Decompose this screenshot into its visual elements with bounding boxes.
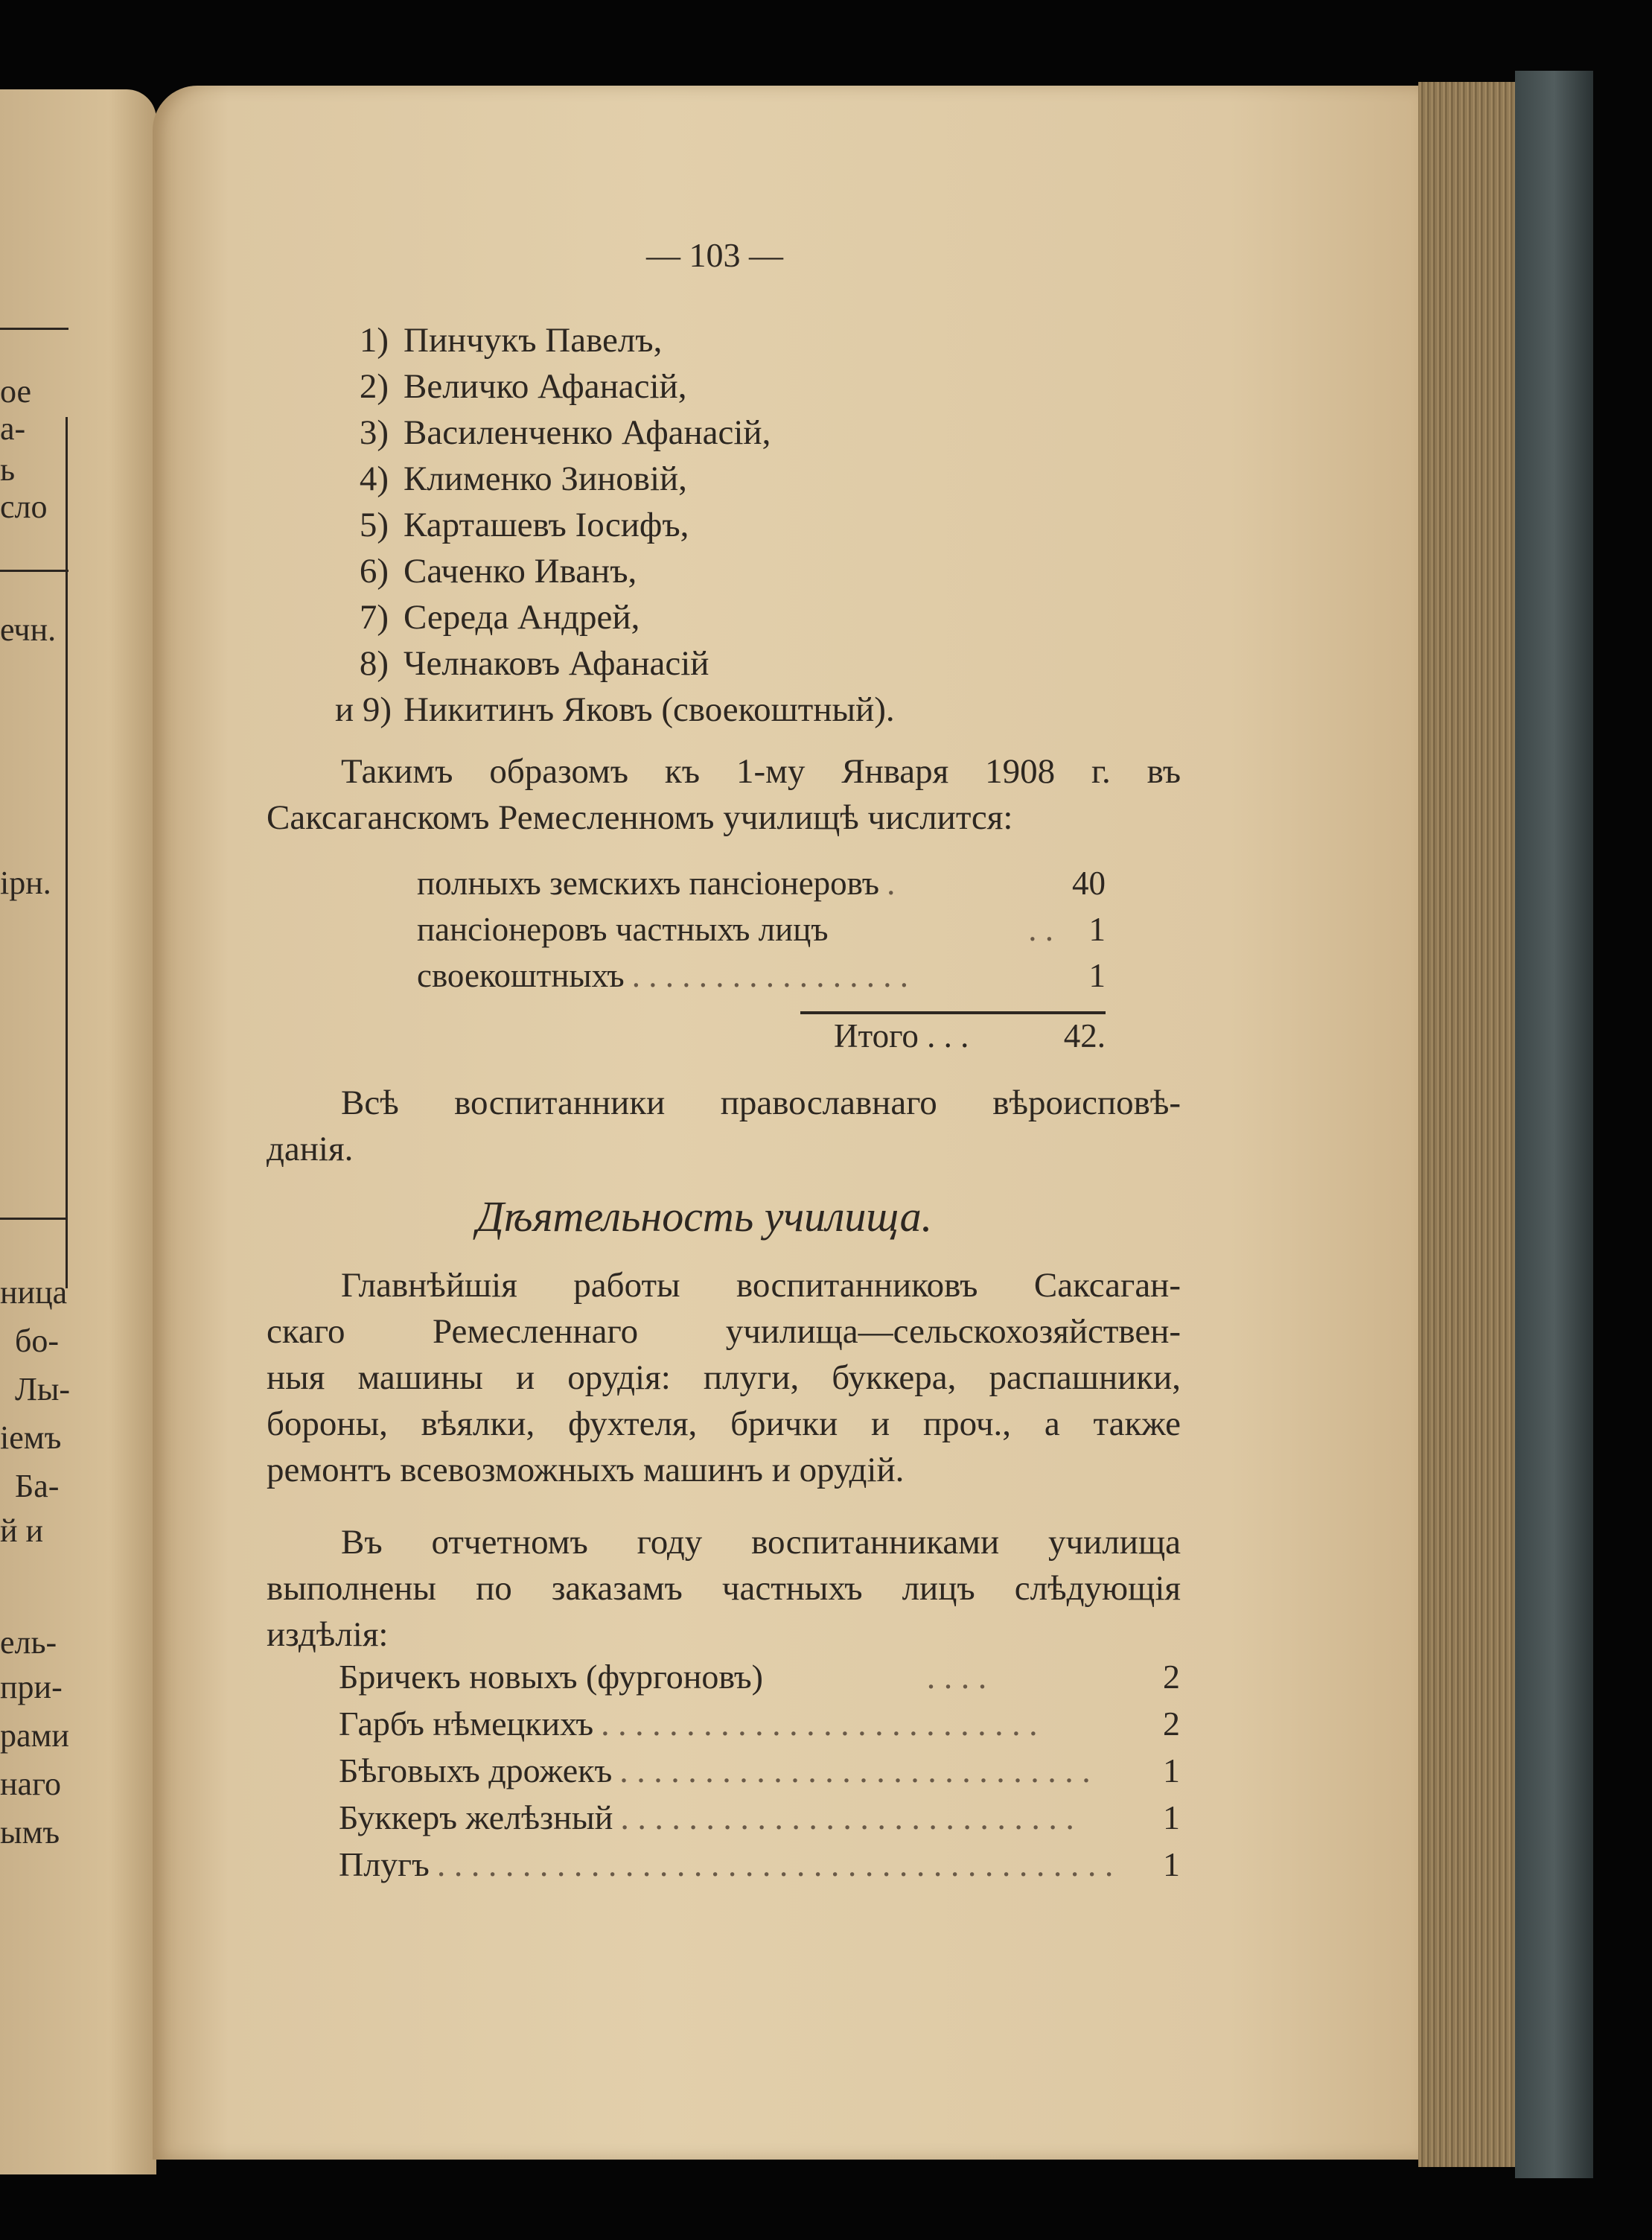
- list-item: 8) Челнаковъ Афанасій: [359, 644, 709, 683]
- orders-paragraph: Въ отчетномъ году воспитанниками училища выполнены по заказамъ частныхъ лицъ слѣдующія издѣлія:: [267, 1523, 1181, 1654]
- left-rule: [0, 328, 68, 330]
- count-row: пансіонеровъ частныхъ лицъ . . 1: [417, 911, 1106, 948]
- left-text-fragment: ница: [0, 1274, 68, 1311]
- count-row: полныхъ земскихъ пансіонеровъ . 40: [417, 865, 1106, 902]
- left-text-fragment: ое: [0, 373, 32, 410]
- item-row: Плугъ . . . . . . . . . . . . . . . . . . . . . . . . . . . . . . . . . . . . . . . . 1: [339, 1845, 1180, 1883]
- left-text-fragment: сло: [0, 489, 48, 525]
- total-row: Итого . . . 42.: [834, 1017, 1106, 1054]
- left-text-fragment: наго: [0, 1766, 62, 1802]
- left-text-fragment: Ба-: [15, 1468, 60, 1504]
- count-row: своекоштныхъ . . . . . . . . . . . . . . . . . 1: [417, 957, 1106, 994]
- item-row: Гарбъ нѣмецкихъ . . . . . . . . . . . . . . . . . . . . . . . . . . 2: [339, 1705, 1180, 1743]
- left-text-fragment: ечн.: [0, 611, 57, 648]
- item-row: Бѣговыхъ дрожекъ . . . . . . . . . . . . . . . . . . . . . . . . . . . . 1: [339, 1751, 1180, 1789]
- list-item: 1) Пинчукъ Павелъ,: [359, 321, 663, 360]
- works-paragraph: Главнѣйшія работы воспитанниковъ Саксаган- скаго Ремесленнаго училища—сельскохозяйствен- ныя машины и орудія: плуги, буккера, распашники, бороны, вѣялки, фухтеля, брички и проч., а также ремонтъ всевозможныхъ машинъ и орудій.: [267, 1266, 1181, 1489]
- item-row: Бричекъ новыхъ (фургоновъ) . . . . 2: [339, 1658, 1180, 1696]
- list-item: 2) Величко Афанасій,: [359, 367, 687, 406]
- left-text-fragment: іемъ: [0, 1419, 62, 1456]
- left-vertical-rule: [66, 417, 68, 1288]
- list-item: 5) Карташевъ Іосифъ,: [359, 506, 689, 544]
- summary-paragraph: Такимъ образомъ къ 1-му Января 1908 г. въ Саксаганскомъ Ремесленномъ училищѣ числится:: [267, 752, 1181, 837]
- left-text-fragment: й и: [0, 1512, 44, 1549]
- left-text-fragment: рами: [0, 1717, 69, 1754]
- left-text-fragment: а-: [0, 410, 26, 447]
- page-number: — 103 —: [646, 236, 783, 274]
- list-item: 3) Василенченко Афанасій,: [359, 413, 771, 452]
- left-text-fragment: бо-: [15, 1323, 60, 1359]
- religion-paragraph: Всѣ воспитанники православнаго вѣроисповѣ- данія.: [267, 1084, 1181, 1168]
- left-text-fragment: ірн.: [0, 865, 51, 901]
- list-item: 4) Клименко Зиновій,: [359, 459, 687, 498]
- total-rule: [800, 1011, 1106, 1014]
- left-text-fragment: Лы-: [15, 1371, 71, 1407]
- left-text-fragment: ымъ: [0, 1814, 60, 1851]
- list-item: 7) Середа Андрей,: [359, 598, 640, 637]
- page-edges: [1418, 82, 1515, 2167]
- book-cover: [1515, 71, 1593, 2178]
- left-rule: [0, 570, 68, 572]
- left-text-fragment: ель-: [0, 1624, 57, 1661]
- left-text-fragment: при-: [0, 1669, 63, 1705]
- section-heading: Дѣятельность училища.: [476, 1192, 933, 1241]
- left-page-fragment: [0, 89, 156, 2174]
- left-text-fragment: ь: [0, 451, 16, 488]
- list-item: и 9) Никитинъ Яковъ (своекоштный).: [335, 690, 895, 729]
- left-rule: [0, 1218, 67, 1220]
- item-row: Буккеръ желѣзный . . . . . . . . . . . . . . . . . . . . . . . . . . . 1: [339, 1798, 1180, 1836]
- list-item: 6) Саченко Иванъ,: [359, 552, 637, 591]
